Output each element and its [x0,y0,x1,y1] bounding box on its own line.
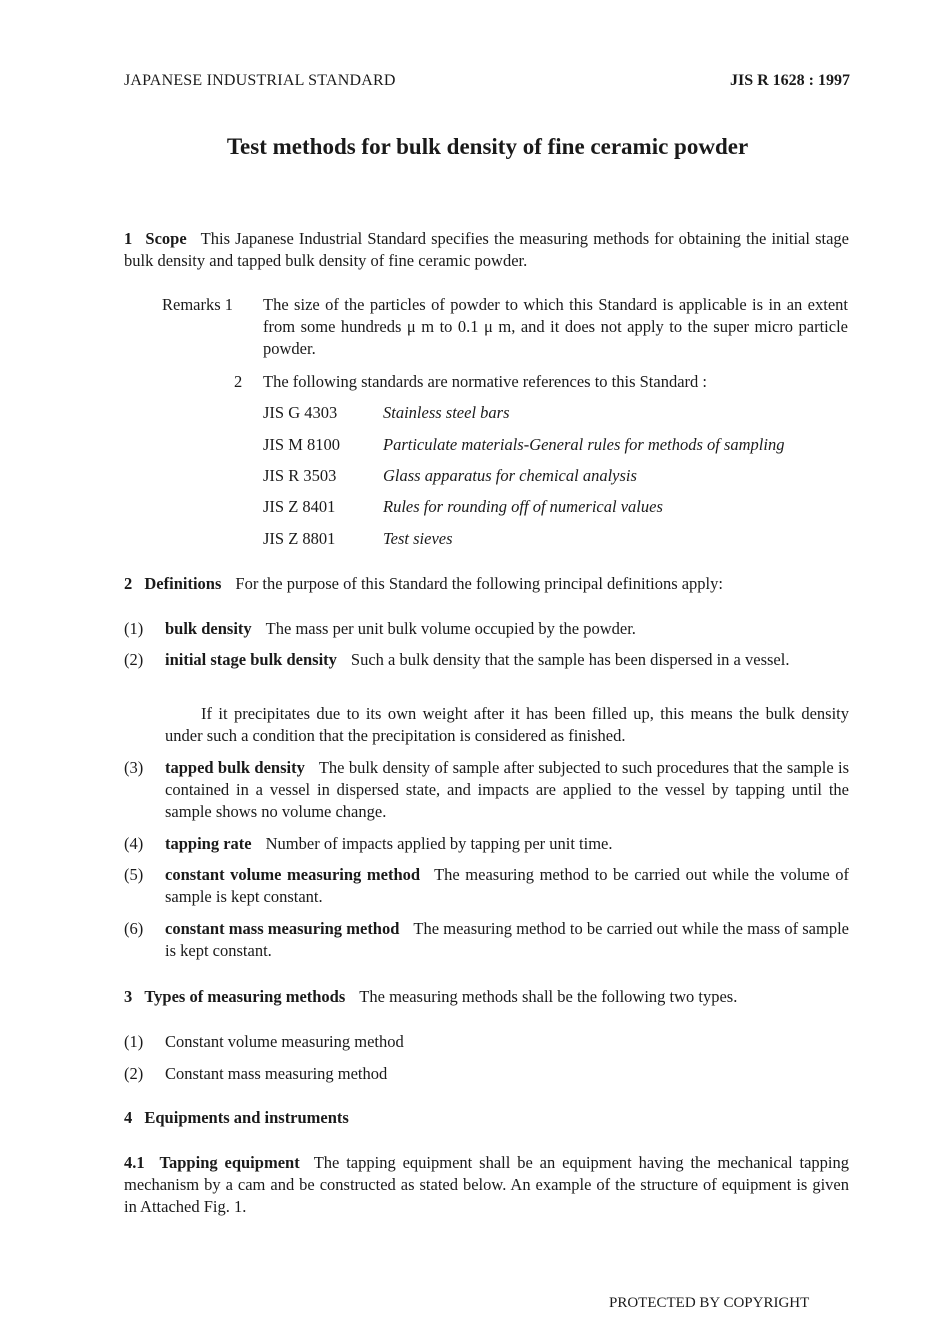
ref-code: JIS Z 8401 [263,497,336,516]
remarks-number-2: 2 [234,372,243,391]
definition-text: Such a bulk density that the sample has been dispersed in a vessel. [350,650,790,669]
document-title: Test methods for bulk density of fine ceramic powder [226,134,749,159]
definition-term: tapped bulk density [165,758,305,777]
type-number: (2) [124,1064,144,1083]
remarks-item-2: The following standards are normative references to this Standard : [263,372,707,391]
definition-term: initial stage bulk density [165,650,337,669]
section-4-1-heading: Tapping equipment [159,1153,300,1172]
definition-term: constant mass measuring method [165,919,400,938]
section-2-text: For the purpose of this Standard the following principal definitions apply: [235,574,723,593]
copyright-footer: PROTECTED BY COPYRIGHT [609,1295,810,1311]
section-4-heading: Equipments and instruments [144,1108,349,1127]
section-3-heading: Types of measuring methods [144,987,346,1006]
definition-number: (4) [124,834,144,853]
definition-item [165,918,849,962]
remarks-label: Remarks 1 [162,295,234,314]
section-4-1-number: 4.1 [124,1153,145,1172]
definition-term: tapping rate [165,834,252,853]
definition-number: (5) [124,865,144,884]
definition-text: Number of impacts applied by tapping per unit time. [265,834,613,853]
section-2-definitions [124,573,849,595]
ref-title: Test sieves [383,529,453,548]
type-item: Constant mass measuring method [165,1064,388,1083]
section-4-equipments [124,1107,849,1129]
definition-2-note: If it precipitates due to its own weight after it has been filled up, this means the bulk density under such a condition that the precipitation is considered as finished. [165,704,849,745]
section-2-heading: Definitions [144,574,222,593]
section-1-scope [124,228,849,272]
ref-title: Glass apparatus for chemical analysis [383,466,637,485]
definition-text: The mass per unit bulk volume occupied by the powder. [265,619,636,638]
ref-title: Particulate materials-General rules for methods of sampling [383,435,785,454]
section-4-1-text: The tapping equipment shall be an equipment having the mechanical tapping mechanism by a cam and be constructed as stated below. An example of the structure of equipment is given in Attached Fig. 1. [124,1153,849,1216]
ref-title: Rules for rounding off of numerical values [383,497,663,516]
ref-code: JIS Z 8801 [263,529,336,548]
section-3-text: The measuring methods shall be the following two types. [359,987,738,1006]
section-3-types [124,986,849,1008]
section-4-1-tapping-equipment [124,1152,849,1218]
ref-title: Stainless steel bars [383,403,510,422]
header-standard-name: JAPANESE INDUSTRIAL STANDARD [124,72,396,89]
definition-number: (6) [124,919,144,938]
remarks-item-1: The size of the particles of powder to which this Standard is applicable is in an extent from some hundreds μ m to 0.1 μ m, and it does not apply to the super micro particle powder. [263,295,848,358]
definition-number: (1) [124,619,144,638]
definition-item [165,618,849,640]
section-1-heading: Scope [145,229,187,248]
definition-text: The measuring method to be carried out while the volume of sample is kept constant. [165,865,849,906]
ref-code: JIS G 4303 [263,403,338,422]
type-number: (1) [124,1032,144,1051]
definition-text: The measuring method to be carried out while the mass of sample is kept constant. [165,919,849,960]
definition-item [165,757,849,823]
ref-code: JIS R 3503 [263,466,337,485]
section-3-number: 3 [124,987,133,1006]
definition-item [165,833,849,855]
definition-term: constant volume measuring method [165,865,421,884]
section-4-number: 4 [124,1108,133,1127]
section-1-number: 1 [124,229,133,248]
definition-item [165,864,849,908]
definition-item [165,649,849,671]
type-item: Constant volume measuring method [165,1032,404,1051]
definition-number: (2) [124,650,144,669]
ref-code: JIS M 8100 [263,435,341,454]
section-2-number: 2 [124,574,133,593]
section-1-text: This Japanese Industrial Standard specifies the measuring methods for obtaining the initial stage bulk density and tapped bulk density of fine ceramic powder. [124,229,849,270]
definition-number: (3) [124,758,144,777]
definition-term: bulk density [165,619,252,638]
header-standard-number: JIS R 1628 : 1997 [729,72,850,89]
definition-text: The bulk density of sample after subjected to such procedures that the sample is contained in a vessel in dispersed state, and impacts are applied to the vessel by tapping until the sample shows no volume change. [165,758,850,821]
